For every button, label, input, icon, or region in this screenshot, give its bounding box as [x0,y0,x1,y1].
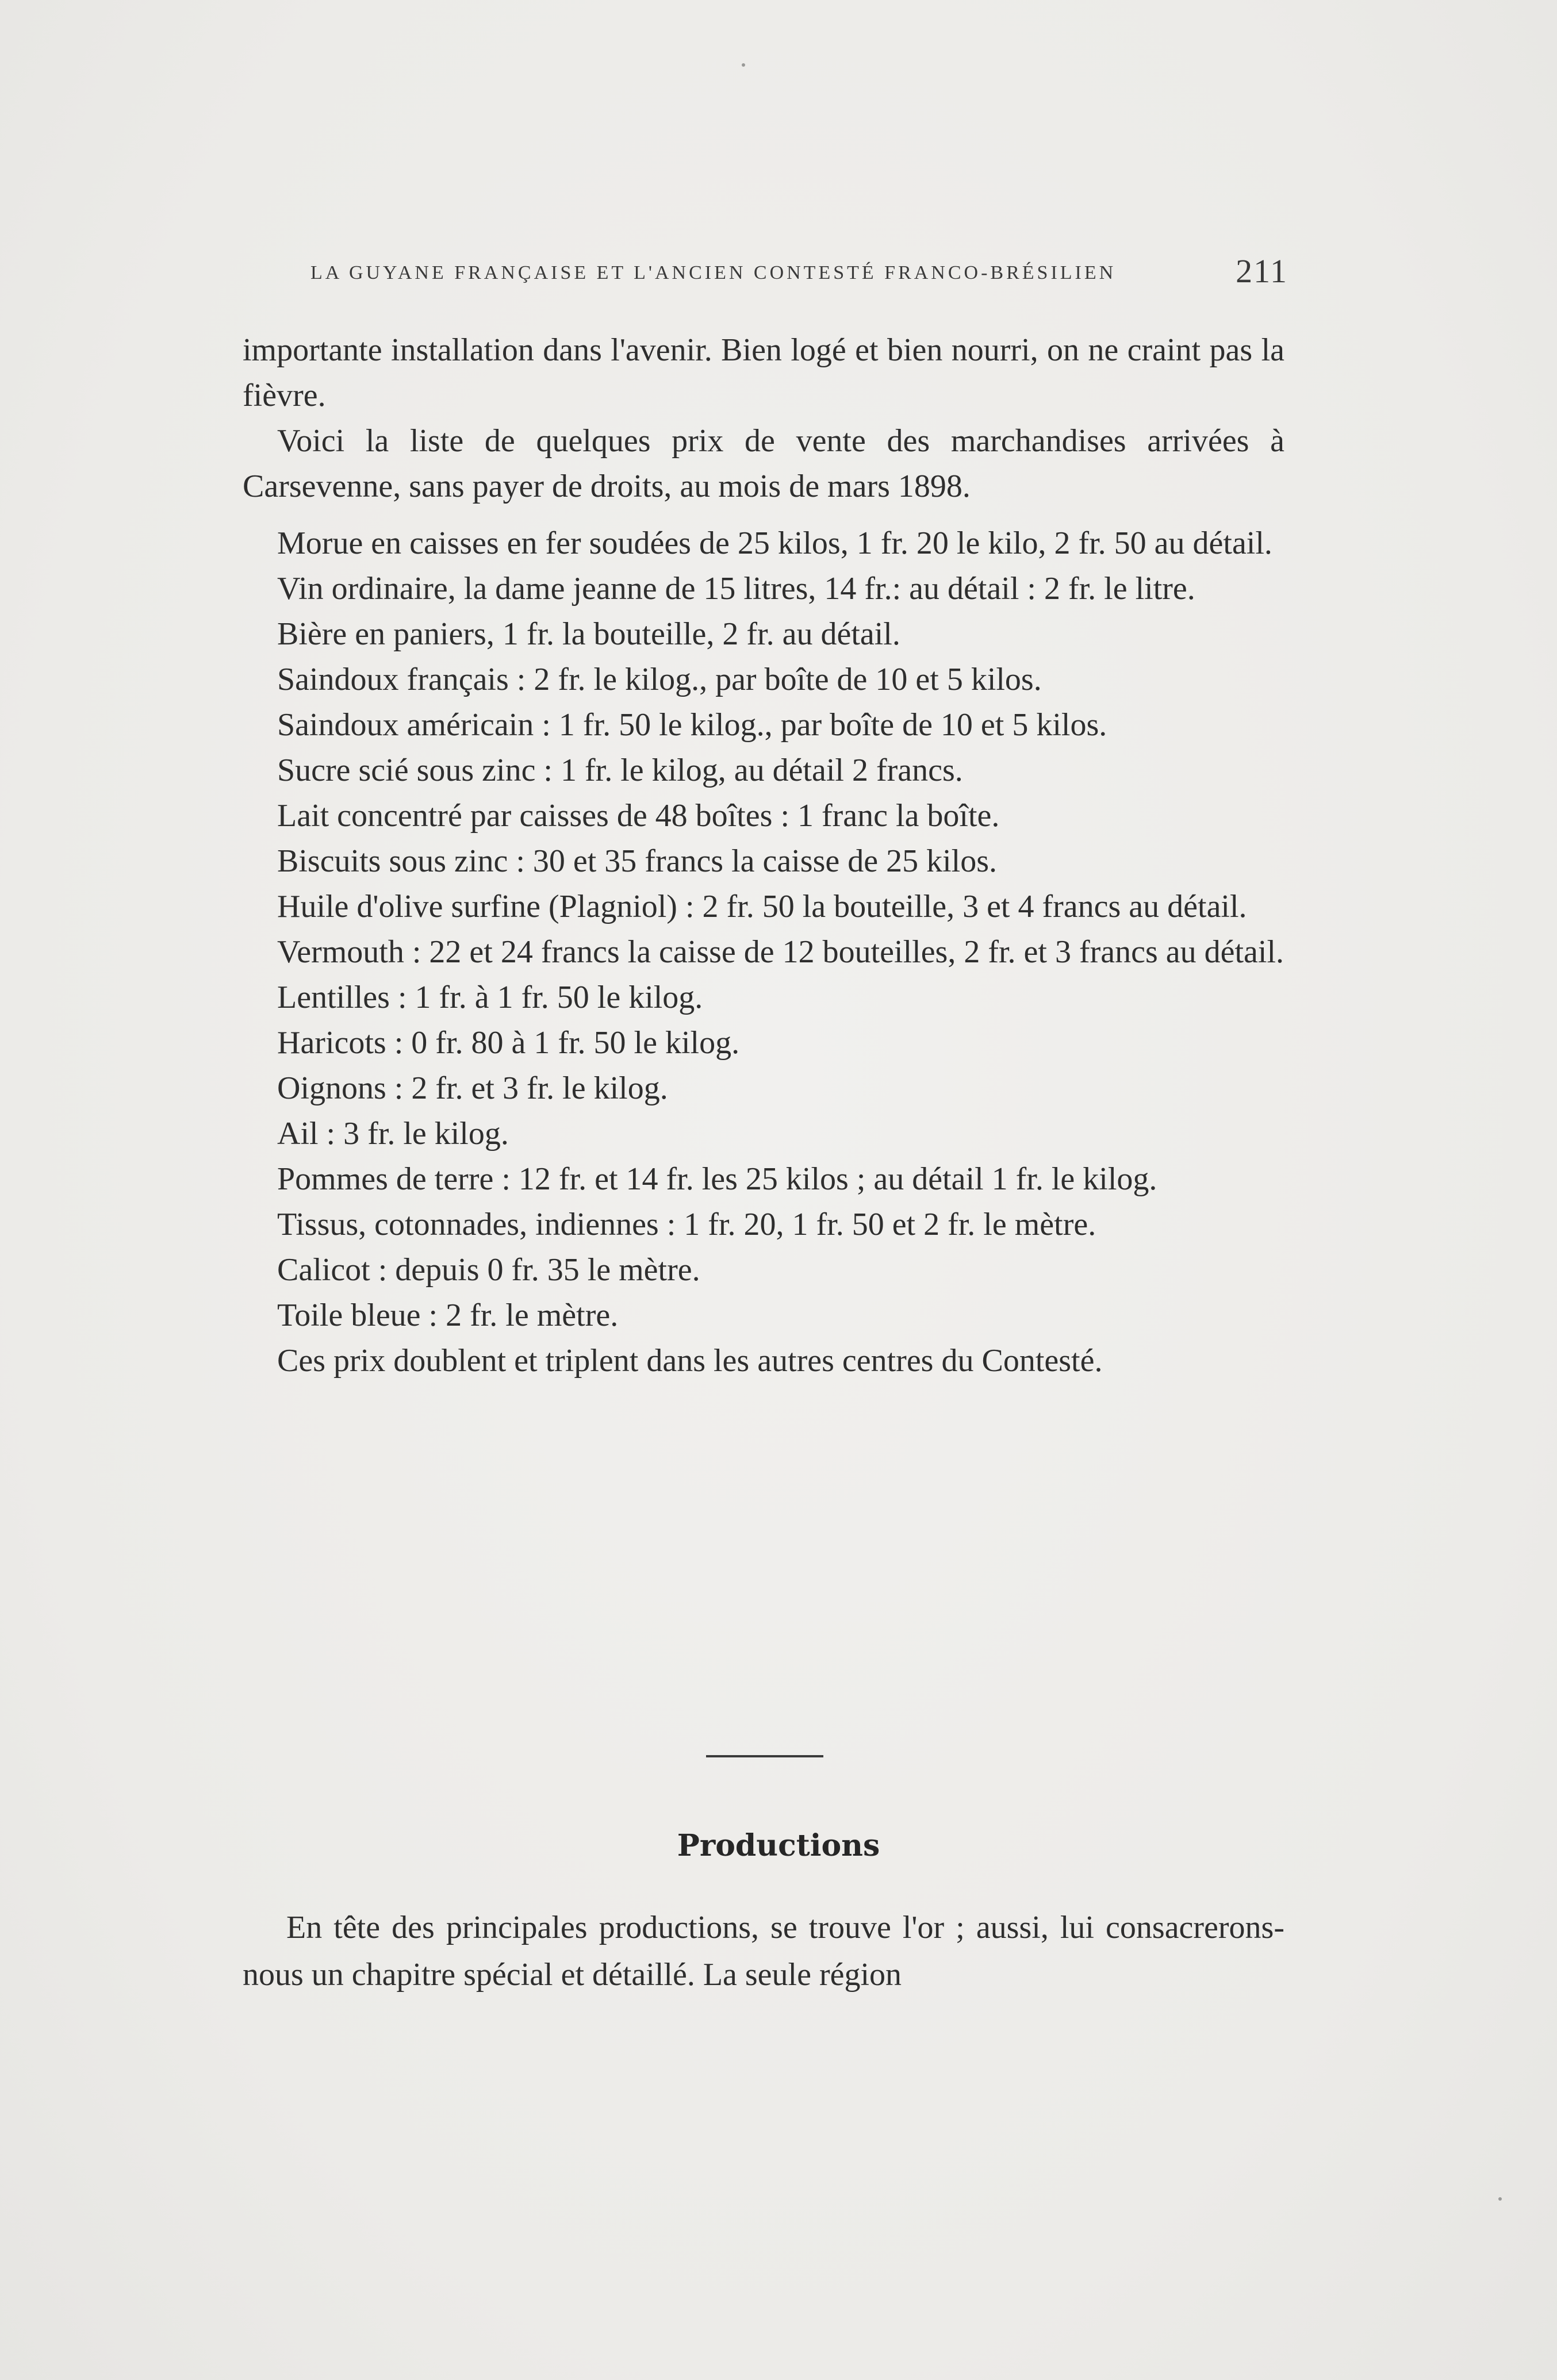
price-item: Tissus, cotonnades, indiennes : 1 fr. 20, 1 fr. 50 et 2 fr. le mètre. [277,1207,1096,1242]
price-item: Lait concentré par caisses de 48 boîtes : 1 franc la boîte. [277,798,1000,834]
price-item: Oignons : 2 fr. et 3 fr. le kilog. [277,1070,668,1106]
price-item: Sucre scié sous zinc : 1 fr. le kilog, au détail 2 francs. [277,753,963,788]
paragraph: En tête des principales productions, se trouve l'or ; aussi, lui consacrerons-nous un chapitre spécial et détaillé. La seule région [243,1910,1284,1993]
price-item: Ail : 3 fr. le kilog. [277,1116,509,1151]
price-item: Vermouth : 22 et 24 francs la caisse de 12 bouteilles, 2 fr. et 3 francs au détail. [277,934,1284,970]
price-item: Saindoux américain : 1 fr. 50 le kilog., par boîte de 10 et 5 kilos. [277,707,1107,743]
paper-speck [1498,2197,1502,2201]
paragraph: Ces prix doublent et triplent dans les autres centres du Contesté. [277,1343,1103,1379]
paragraph: importante installation dans l'avenir. Bien logé et bien nourri, on ne craint pas la fièvre. [243,332,1284,413]
section-body-text [243,1904,1284,1998]
price-item: Lentilles : 1 fr. à 1 fr. 50 le kilog. [277,980,703,1015]
price-item: Pommes de terre : 12 fr. et 14 fr. les 25 kilos ; au détail 1 fr. le kilog. [277,1161,1157,1197]
body-text [243,328,1284,1384]
price-item: Morue en caisses en fer soudées de 25 kilos, 1 fr. 20 le kilo, 2 fr. 50 au détail. [277,525,1272,561]
price-item: Haricots : 0 fr. 80 à 1 fr. 50 le kilog. [277,1025,740,1061]
running-header [310,252,1288,290]
paper-speck [742,63,745,67]
price-item: Biscuits sous zinc : 30 et 35 francs la caisse de 25 kilos. [277,843,997,879]
price-item: Calicot : depuis 0 fr. 35 le mètre. [277,1252,700,1288]
paragraph: Voici la liste de quelques prix de vente des marchandises arrivées à Carsevenne, sans payer de droits, au mois de mars 1898. [243,423,1284,504]
section-divider [706,1755,823,1757]
price-item: Toile bleue : 2 fr. le mètre. [277,1298,619,1333]
running-title: LA GUYANE FRANÇAISE ET L'ANCIEN CONTESTÉ FRANCO-BRÉSILIEN [310,262,1117,283]
page-number: 211 [1236,252,1288,290]
price-item: Saindoux français : 2 fr. le kilog., par boîte de 10 et 5 kilos. [277,662,1042,697]
price-item: Bière en paniers, 1 fr. la bouteille, 2 fr. au détail. [277,616,900,652]
price-item: Vin ordinaire, la dame jeanne de 15 litres, 14 fr.: au détail : 2 fr. le litre. [277,571,1195,606]
price-item: Huile d'olive surfine (Plagniol) : 2 fr. 50 la bouteille, 3 et 4 francs au détail. [277,889,1247,924]
section-heading: Productions [677,1828,880,1863]
